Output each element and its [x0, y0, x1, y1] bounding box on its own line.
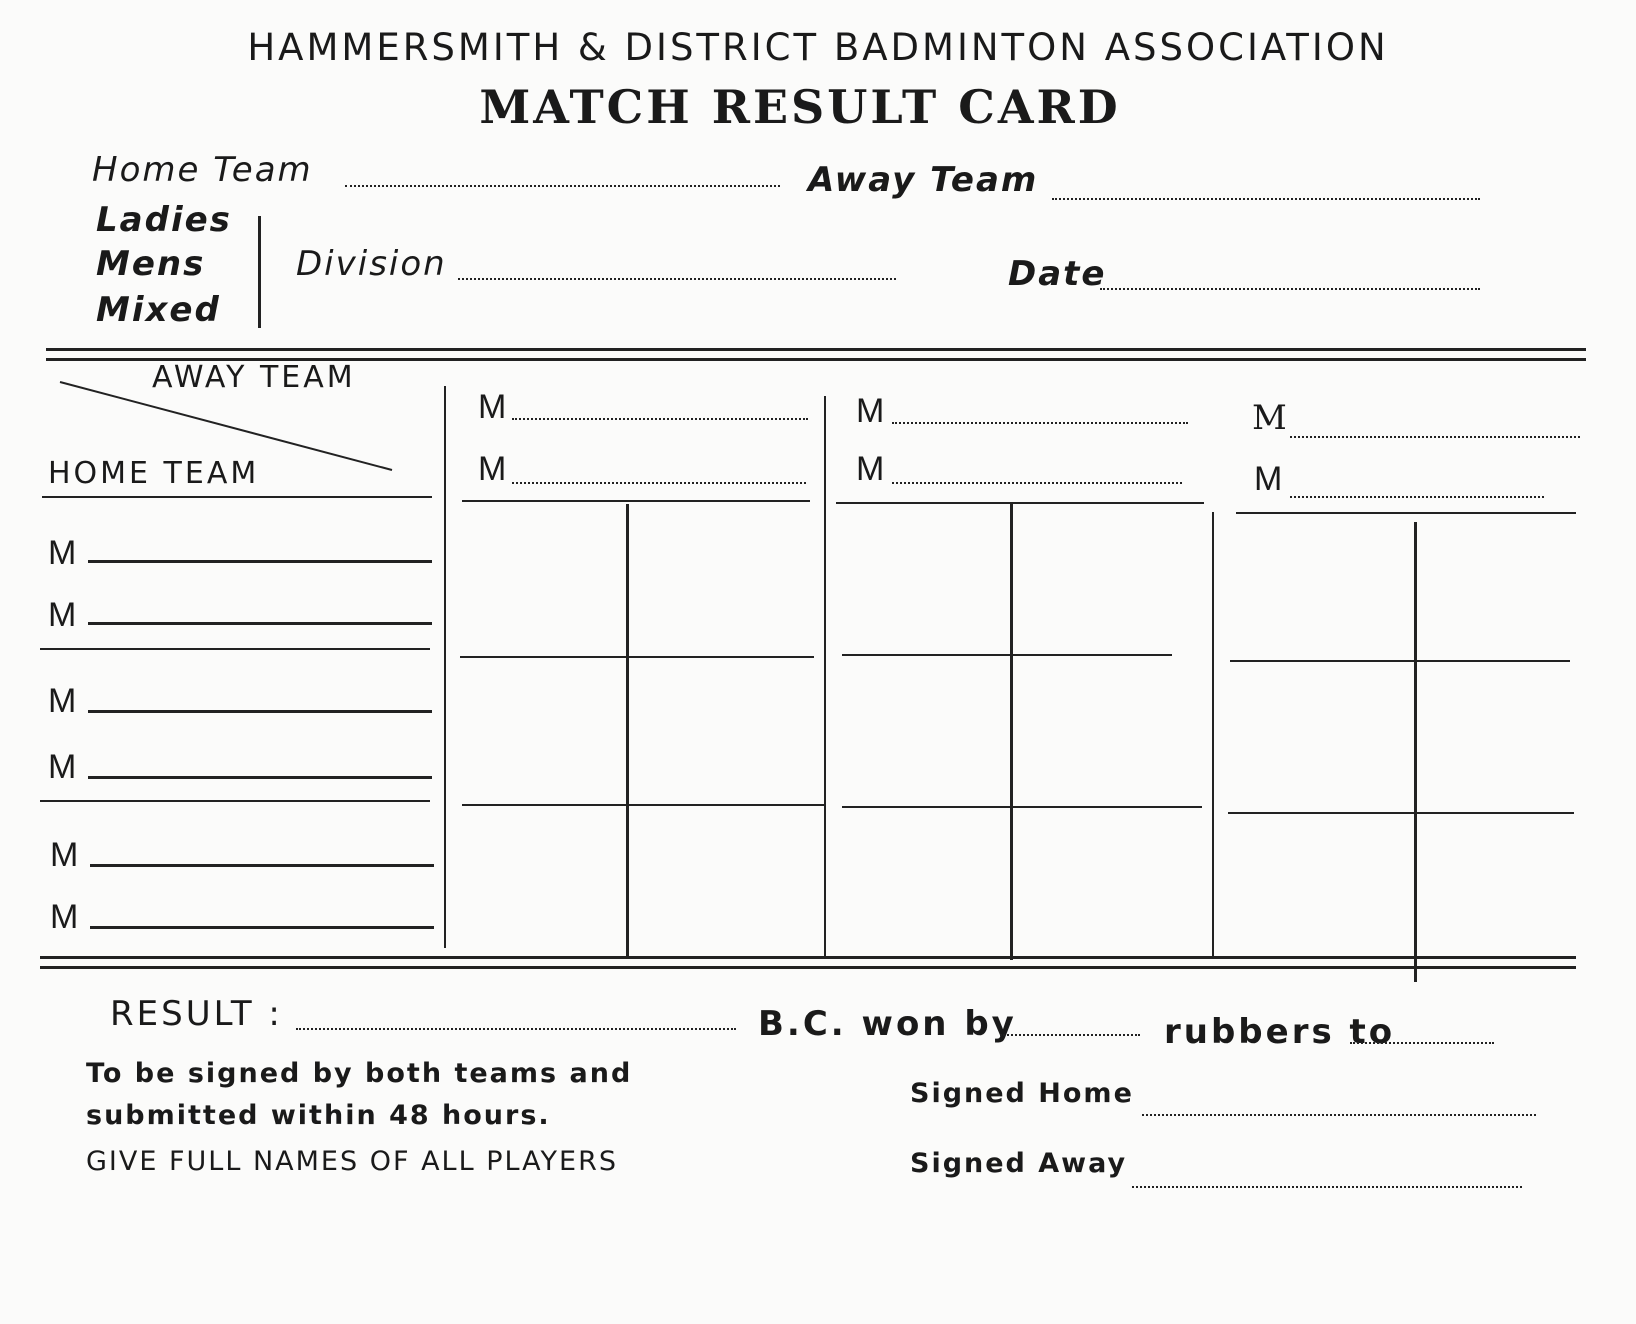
signed-away-label: Signed Away — [910, 1148, 1128, 1179]
home-pair2-player1-field[interactable] — [88, 710, 432, 713]
category-ladies[interactable]: Ladies — [96, 200, 232, 240]
away-pair2-player1-field[interactable] — [892, 422, 1188, 424]
pair1-score-divider — [626, 504, 629, 956]
home-pair1-player2-prefix: M — [48, 596, 77, 634]
pair3-row2-line — [1228, 812, 1574, 814]
home-team-field[interactable] — [345, 185, 780, 187]
away-team-label: Away Team — [808, 160, 1039, 200]
home-pair3-player1-field[interactable] — [90, 864, 434, 867]
away-pair3-player1-prefix: M — [1252, 398, 1287, 438]
home-pair2-player1-prefix: M — [48, 682, 77, 720]
instruction-line-2: submitted within 48 hours. — [86, 1100, 551, 1131]
top-rule — [46, 348, 1586, 351]
away-team-field[interactable] — [1052, 198, 1480, 200]
away-pair1-player1-field[interactable] — [512, 418, 808, 420]
home-pair1-player1-prefix: M — [48, 534, 77, 572]
home-pair3-player2-field[interactable] — [90, 926, 434, 929]
pair3-row1-line — [1230, 660, 1570, 662]
away-pair3-player2-field[interactable] — [1290, 496, 1544, 498]
date-label: Date — [1008, 254, 1107, 294]
home-header-rule — [42, 496, 432, 498]
category-mixed[interactable]: Mixed — [96, 290, 221, 330]
signed-away-field[interactable] — [1132, 1186, 1522, 1188]
instruction-line-3: GIVE FULL NAMES OF ALL PLAYERS — [86, 1146, 618, 1177]
won-by-field[interactable] — [1000, 1034, 1140, 1036]
pair2-row2-line — [842, 806, 1202, 808]
grid-divider-pair1 — [824, 396, 826, 956]
rubbers-to-label: rubbers to — [1164, 1012, 1396, 1052]
home-pair2-player2-field[interactable] — [88, 776, 432, 779]
away-pair1-player2-field[interactable] — [512, 482, 806, 484]
bottom-rule — [40, 956, 1576, 959]
away-pair2-player1-prefix: M — [856, 392, 885, 430]
away-pair2-player2-field[interactable] — [892, 482, 1182, 484]
division-label: Division — [296, 244, 447, 284]
result-field[interactable] — [296, 1028, 736, 1030]
home-pair3-player1-prefix: M — [50, 836, 79, 874]
home-pair1-player2-field[interactable] — [88, 622, 432, 625]
grid-divider-home — [444, 386, 446, 948]
bottom-rule-second — [40, 966, 1576, 969]
away-pair1-player1-prefix: M — [478, 388, 507, 426]
grid-away-team-label: AWAY TEAM — [152, 360, 356, 395]
result-label: RESULT : — [110, 994, 283, 1034]
away-pair3-player2-prefix: M — [1254, 460, 1283, 498]
category-brace — [258, 216, 261, 328]
category-mens[interactable]: Mens — [96, 244, 206, 284]
instruction-line-1: To be signed by both teams and — [86, 1058, 633, 1089]
home-pair2-player2-prefix: M — [48, 748, 77, 786]
home-pair2-separator — [40, 800, 430, 802]
card-title: MATCH RESULT CARD — [479, 80, 1121, 134]
pair2-row1-line — [842, 654, 1172, 656]
signed-home-label: Signed Home — [910, 1078, 1134, 1109]
away-pair1-underline — [462, 500, 810, 502]
away-pair3-underline — [1236, 512, 1576, 514]
association-name: HAMMERSMITH & DISTRICT BADMINTON ASSOCIATION — [247, 26, 1389, 69]
pair1-row2-line — [462, 804, 826, 806]
signed-home-field[interactable] — [1142, 1114, 1536, 1116]
date-field[interactable] — [1100, 288, 1480, 290]
away-pair2-underline — [836, 502, 1204, 504]
pair3-score-divider — [1414, 522, 1417, 982]
away-pair1-player2-prefix: M — [478, 450, 507, 488]
home-pair1-player1-field[interactable] — [88, 560, 432, 563]
division-field[interactable] — [458, 278, 896, 280]
home-team-label: Home Team — [92, 150, 313, 190]
away-pair2-player2-prefix: M — [856, 450, 885, 488]
won-by-label: B.C. won by — [758, 1004, 1017, 1044]
rubbers-to-field[interactable] — [1350, 1042, 1494, 1044]
grid-home-team-label: HOME TEAM — [48, 456, 260, 491]
pair1-row1-line — [460, 656, 814, 658]
home-pair3-player2-prefix: M — [50, 898, 79, 936]
away-pair3-player1-field[interactable] — [1290, 436, 1580, 438]
home-pair1-separator — [40, 648, 430, 650]
pair2-score-divider — [1010, 504, 1013, 960]
grid-divider-pair2 — [1212, 512, 1214, 958]
